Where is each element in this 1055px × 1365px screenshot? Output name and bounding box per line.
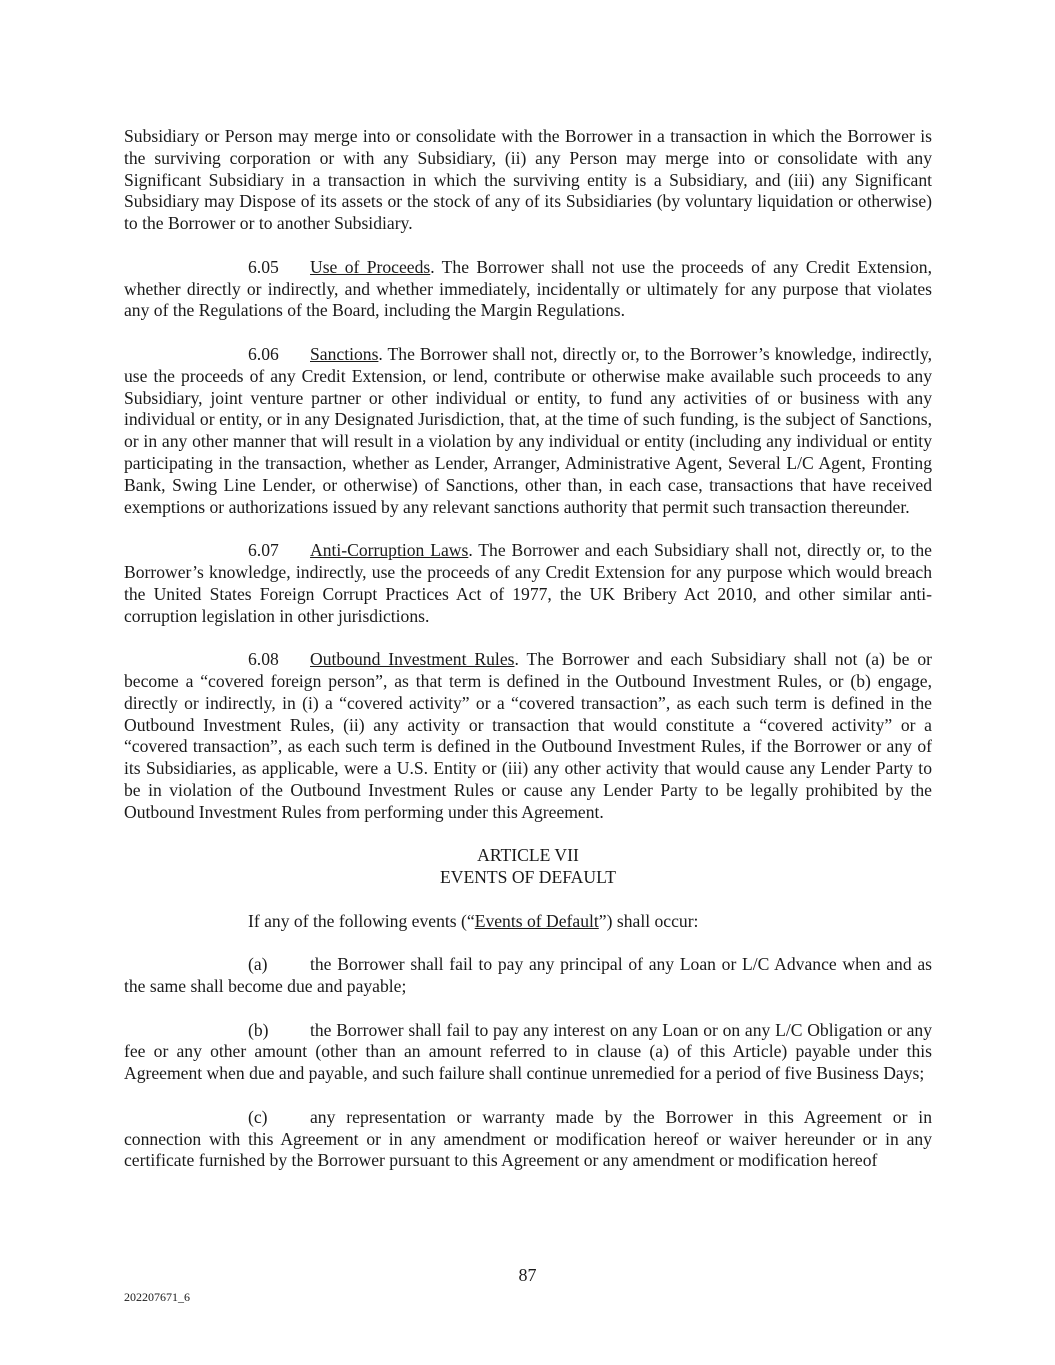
section-6-08 xyxy=(124,649,932,823)
clause-label: (b) xyxy=(248,1019,269,1040)
article-heading xyxy=(124,845,932,889)
section-number: 6.07 xyxy=(248,540,279,561)
clause-label: (c) xyxy=(248,1106,268,1127)
article-title: EVENTS OF DEFAULT xyxy=(440,867,616,888)
intro-before: If any of the following events (“ xyxy=(248,910,475,931)
document-id: 202207671_6 xyxy=(124,1290,190,1304)
intro-after: ”) shall occur: xyxy=(598,910,699,931)
clause-label: (a) xyxy=(248,954,268,975)
page-number: 87 xyxy=(518,1265,537,1285)
section-title: Use of Proceeds xyxy=(310,256,431,277)
section-title: Sanctions xyxy=(310,343,379,364)
section-title: Anti-Corruption Laws xyxy=(310,540,469,561)
document-page xyxy=(124,126,932,1194)
continuation-paragraph: Subsidiary or Person may merge into or consolidate with the Borrower in a transaction in which the Borrower is the surviving corporation or with any Subsidiary, (ii) any Person may merge into or consolidate with any Significant Subsidiary in a transaction in which the surviving entity is a Subsidiary, and (iii) any Significant Subsidiary may Dispose of its assets or the stock of any of its Subsidiaries (by voluntary liquidation or otherwise) to the Borrower or to another Subsidiary. xyxy=(124,126,932,234)
section-text: . The Borrower and each Subsidiary shall not (a) be or become a “covered foreign person”, as that term is defined in the Outbound Investment Rules, or (b) engage, directly or indirectly, in (i) a “covered activity” or a “covered transaction”, as each such term is defined in the Outbound Investment Rules, (ii) any activity or transaction that would constitute a “covered activity” or a “covered transaction”, as each such term is defined in the Outbound Investment Rules, if the Borrower or any of its Subsidiaries, as applicable, were a U.S. Entity or (iii) any other activity that would cause any Lender Party to be in violation of the Outbound Investment Rules or cause any Lender Party to be legally prohibited by the Outbound Investment Rules from performing under this Agreement. xyxy=(124,649,932,822)
events-intro xyxy=(124,911,932,933)
section-title: Outbound Investment Rules xyxy=(310,649,515,670)
clause-text: any representation or warranty made by the Borrower in this Agreement or in connection with this Agreement or in any amendment or modification hereof or waiver hereunder or in any certificate furnished by the Borrower pursuant to this Agreement or any amendment or modification hereof xyxy=(124,1106,932,1171)
section-number: 6.05 xyxy=(248,256,279,277)
clause-text: the Borrower shall fail to pay any interest on any Loan or on any L/C Obligation or any fee or any other amount (other than an amount referred to in clause (a) of this Article) payable under this Agreement when due and payable, and such failure shall continue unremedied for a period of five Business Days; xyxy=(124,1019,932,1084)
section-6-06 xyxy=(124,344,932,518)
section-text: . The Borrower shall not use the proceeds of any Credit Extension, whether directly or indirectly, and whether immediately, incidentally or ultimately for any purpose that violates any of the Regulations of the Board, including the Margin Regulations. xyxy=(124,256,933,321)
section-text: . The Borrower shall not, directly or, to the Borrower’s knowledge, indirectly, use the proceeds of any Credit Extension, or lend, contribute or otherwise make available such proceeds to any Subsidiary, joint venture partner or other individual or entity, to fund any activities of or business with any individual or entity, or in any Designated Jurisdiction, that, at the time of such funding, is the subject of Sanctions, or in any other manner that will result in a violation by any individual or entity (including any individual or entity participating in the transaction, whether as Lender, Arranger, Administrative Agent, Several L/C Agent, Fronting Bank, Swing Line Lender, or otherwise) of Sanctions, other than, in each case, transactions that have received exemptions or authorizations issued by any relevant sanctions authority that permit such transaction thereunder. xyxy=(124,343,932,517)
section-number: 6.06 xyxy=(248,343,279,364)
clause-a xyxy=(124,954,932,998)
article-number: ARTICLE VII xyxy=(477,845,579,866)
clause-text: the Borrower shall fail to pay any principal of any Loan or L/C Advance when and as the same shall become due and payable; xyxy=(124,954,932,997)
section-6-05 xyxy=(124,257,932,322)
section-6-07 xyxy=(124,540,932,627)
clause-b xyxy=(124,1020,932,1085)
section-number: 6.08 xyxy=(248,649,279,670)
defined-term: Events of Default xyxy=(474,910,599,931)
section-text: . The Borrower and each Subsidiary shall not, directly or, to the Borrower’s knowledge, indirectly, use the proceeds of any Credit Extension for any purpose which would breach the United States Foreign Corrupt Practices Act of 1977, the UK Bribery Act 2010, and other similar anti-corruption legislation in other jurisdictions. xyxy=(124,540,932,626)
clause-c xyxy=(124,1107,932,1172)
